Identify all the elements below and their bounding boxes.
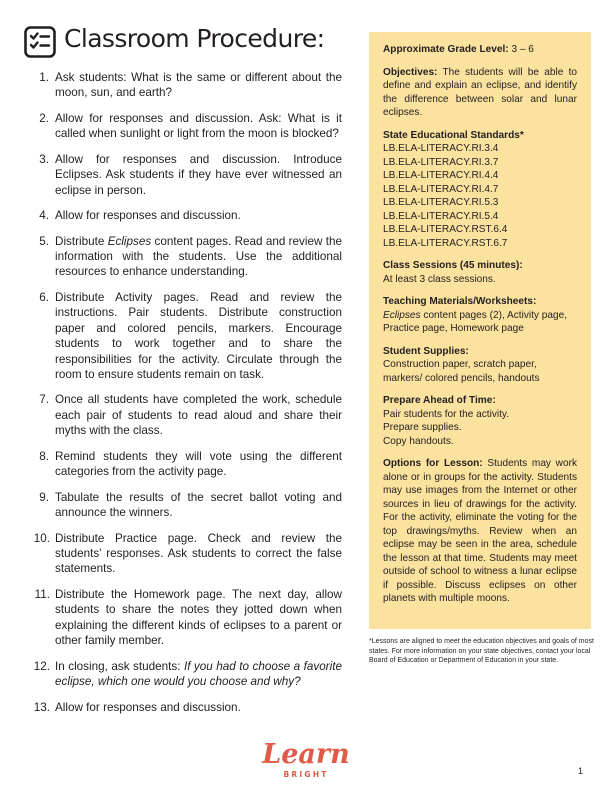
standard-item: LB.ELA-LITERACY.RI.5.4 xyxy=(383,210,499,222)
step-number: 5. xyxy=(39,234,49,248)
lesson-options-text: Students may work alone or in groups for the activity. Students may use images from the Internet or other sources in lieu of drawings for the activity. For the activity, eliminate the voting for the top drawings/myths. Review when an eclipse may be seen in the area, schedule the lesson at that time. Students may meet outside of school to witness a lunar eclipse if possible. Discuss eclipses on other planets with multiple moons. xyxy=(383,458,577,604)
prepare-ahead-label: Prepare Ahead of Time: xyxy=(383,395,496,406)
step-text: Tabulate the results of the secret ballot voting and announce the winners. xyxy=(55,490,342,520)
teaching-materials xyxy=(383,295,577,336)
step-text: In closing, ask students: xyxy=(55,659,184,673)
teaching-materials-label: Teaching Materials/Worksheets: xyxy=(383,296,537,307)
prepare-item: Prepare supplies. xyxy=(383,422,462,433)
materials-list-text: content pages (2), Activity page, Practice page, Homework page xyxy=(383,309,568,334)
materials-italic-title: Eclipses xyxy=(383,309,421,321)
procedure-step xyxy=(30,587,342,649)
procedure-step xyxy=(30,208,342,223)
step-number: 12. xyxy=(33,659,50,673)
step-number: 6. xyxy=(39,290,49,304)
prepare-ahead xyxy=(383,394,577,448)
step-text: Allow for responses and discussion. xyxy=(55,209,241,223)
grade-level xyxy=(383,43,577,57)
procedure-step xyxy=(30,659,342,690)
lesson-sidebar xyxy=(369,32,591,629)
standard-item: LB.ELA-LITERACY.RI.3.4 xyxy=(383,143,499,154)
step-text: Distribute Activity pages. Read and review the instructions. Pair students. Distribute construction paper and colored pencils, markers. Encourage students to work together and to share the responsibilities for the activity. Circulate through the room to ensure students remain on task. xyxy=(55,290,342,381)
grade-level-label: Approximate Grade Level: xyxy=(383,44,509,55)
student-supplies-label: Student Supplies: xyxy=(383,345,469,357)
procedure-step xyxy=(30,531,342,577)
step-text-italic: Eclipses xyxy=(107,234,152,248)
procedure-step xyxy=(30,70,342,101)
standard-item: LB.ELA-LITERACY.RI.4.7 xyxy=(383,183,499,195)
step-number: 9. xyxy=(39,490,49,504)
class-sessions xyxy=(383,259,577,286)
step-text: Once all students have completed the work, schedule each pair of students to read aloud and share their myths with the class. xyxy=(55,393,342,438)
learn-bright-logo xyxy=(258,733,354,781)
standards-footnote: *Lessons are aligned to meet the education objectives and goals of most states. For more information on your state objectives, contact your local Board of Education or Department of Education in your state. xyxy=(369,638,594,665)
prepare-item: Pair students for the activity. xyxy=(383,408,510,420)
step-text: Distribute the Homework page. The next day, allow students to share the notes they jotted down when explaining the different kinds of eclipses to a parent or other family member. xyxy=(55,587,342,648)
logo-word: Learn xyxy=(262,739,350,770)
state-standards xyxy=(383,129,577,251)
procedure-step xyxy=(30,152,342,198)
teaching-materials-value xyxy=(383,309,577,336)
step-text: Distribute Practice page. Check and review the students’ responses. Ask students to correct the false statements. xyxy=(55,531,342,576)
logo-subword: BRIGHT xyxy=(283,770,329,779)
standard-item: LB.ELA-LITERACY.RI.3.7 xyxy=(383,156,499,168)
state-standards-label: State Educational Standards* xyxy=(383,129,524,141)
page-title: Classroom Procedure: xyxy=(64,24,325,53)
prepare-item: Copy handouts. xyxy=(383,435,454,447)
step-number: 13. xyxy=(33,700,50,714)
student-supplies xyxy=(383,345,577,386)
step-text: Distribute xyxy=(55,234,108,248)
procedure-step xyxy=(30,700,342,715)
step-number: 2. xyxy=(39,111,49,125)
prepare-list xyxy=(383,408,577,449)
step-number: 8. xyxy=(39,449,49,463)
procedure-step xyxy=(30,290,342,382)
step-text: Remind students they will vote using the different categories from the activity page. xyxy=(55,449,342,479)
step-text-italic: If you had to choose a favorite eclipse, which one would you choose and why? xyxy=(55,659,342,689)
standard-item: LB.ELA-LITERACY.RI.4.4 xyxy=(383,170,499,181)
objectives-text: The students will be able to define and explain an eclipse, and identify the difference between solar and lunar eclipses. xyxy=(383,66,577,118)
step-number: 1. xyxy=(39,71,49,84)
step-number: 7. xyxy=(39,393,49,407)
step-text: Ask students: What is the same or different about the moon, sun, and earth? xyxy=(55,71,342,100)
class-sessions-value: At least 3 class sessions. xyxy=(383,273,496,285)
procedure-step xyxy=(30,234,342,280)
grade-level-value: 3 – 6 xyxy=(511,44,534,55)
objectives-label: Objectives: xyxy=(383,66,438,78)
step-text: Allow for responses and discussion. Introduce Eclipses. Ask students if they have ever witnessed an eclipse in person. xyxy=(55,152,342,197)
step-number: 11. xyxy=(34,587,50,601)
standards-list xyxy=(383,142,577,250)
objectives xyxy=(383,66,577,120)
checklist-icon xyxy=(24,26,56,58)
step-number: 3. xyxy=(39,152,49,166)
procedure-step xyxy=(30,392,342,438)
procedure-step xyxy=(30,449,342,480)
standard-item: LB.ELA-LITERACY.RST.6.4 xyxy=(383,224,508,235)
procedure-list xyxy=(30,70,342,715)
class-sessions-label: Class Sessions (45 minutes): xyxy=(383,260,523,271)
page-number: 1 xyxy=(578,766,584,776)
procedure-step xyxy=(30,490,342,521)
step-text: Allow for responses and discussion. xyxy=(55,700,241,714)
step-text: content pages. Read and review the information with the students. Use the additional resources to enhance understanding. xyxy=(55,234,342,279)
lesson-options xyxy=(383,457,577,606)
step-text: Allow for responses and discussion. Ask: What is it called when sunlight or light from the moon is blocked? xyxy=(55,111,342,141)
student-supplies-value: Construction paper, scratch paper, markers/ colored pencils, handouts xyxy=(383,359,540,384)
standard-item: LB.ELA-LITERACY.RST.6.7 xyxy=(383,237,508,249)
step-number: 10. xyxy=(33,531,50,545)
step-number: 4. xyxy=(39,209,49,223)
standard-item: LB.ELA-LITERACY.RI.5.3 xyxy=(383,197,499,208)
lesson-options-label: Options for Lesson: xyxy=(383,458,483,469)
procedure-step xyxy=(30,111,342,142)
